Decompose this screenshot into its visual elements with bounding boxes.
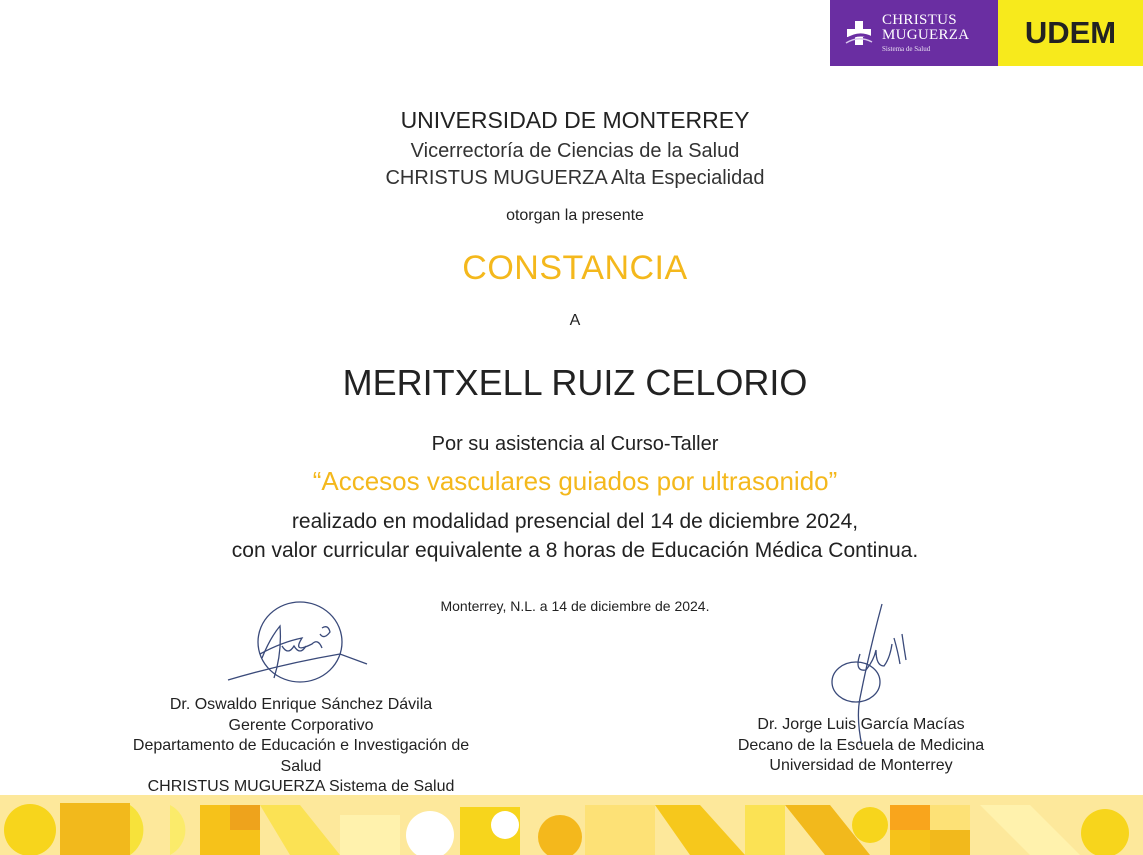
left-signatory-dept: Departamento de Educación e Investigación de bbox=[132, 737, 470, 754]
right-signatory-name: Dr. Jorge Luis García Macías bbox=[757, 716, 965, 733]
university-name: UNIVERSIDAD DE MONTERREY bbox=[400, 107, 750, 133]
left-signatory-name: Dr. Oswaldo Enrique Sánchez Dávila bbox=[169, 696, 433, 713]
attendance-text: Por su asistencia al Curso-Taller bbox=[431, 433, 719, 455]
place-date: Monterrey, N.L. a 14 de diciembre de 2024. bbox=[440, 598, 710, 614]
hospital-name: CHRISTUS MUGUERZA Alta Especialidad bbox=[385, 167, 765, 189]
left-signatory-role: Gerente Corporativo bbox=[228, 716, 374, 734]
left-signatory-dept-cont: Salud bbox=[280, 757, 322, 775]
christus-muguerza-logo bbox=[830, 0, 998, 66]
vice-rectory: Vicerrectoría de Ciencias de la Salud bbox=[410, 140, 740, 162]
right-signatory-role: Decano de la Escuela de Medicina bbox=[737, 736, 985, 754]
right-signatory-org: Universidad de Monterrey bbox=[769, 757, 953, 774]
decorative-footer-pattern bbox=[0, 795, 1143, 855]
christus-logo-line2: MUGUERZA bbox=[882, 27, 970, 43]
to-label: A bbox=[569, 312, 581, 329]
grant-text: otorgan la presente bbox=[506, 207, 644, 224]
course-title: “Accesos vasculares guiados por ultrasonido” bbox=[312, 466, 838, 496]
certificate-title: CONSTANCIA bbox=[462, 249, 688, 287]
modality-text: realizado en modalidad presencial del 14 de diciembre 2024, bbox=[291, 510, 859, 533]
udem-logo: UDEM bbox=[998, 0, 1143, 66]
left-signatory bbox=[100, 695, 502, 798]
left-signatory-org: CHRISTUS MUGUERZA Sistema de Salud bbox=[147, 778, 455, 795]
christus-logo-line3: Sistema de Salud bbox=[882, 45, 931, 53]
christus-cross-icon bbox=[844, 18, 874, 48]
christus-logo-line1: CHRISTUS bbox=[882, 12, 957, 28]
right-signatory bbox=[706, 715, 1016, 777]
recipient-name: MERITXELL RUIZ CELORIO bbox=[342, 362, 808, 403]
left-signature bbox=[222, 598, 372, 698]
curricular-value-text: con valor curricular equivalente a 8 horas de Educación Médica Continua. bbox=[231, 539, 919, 562]
